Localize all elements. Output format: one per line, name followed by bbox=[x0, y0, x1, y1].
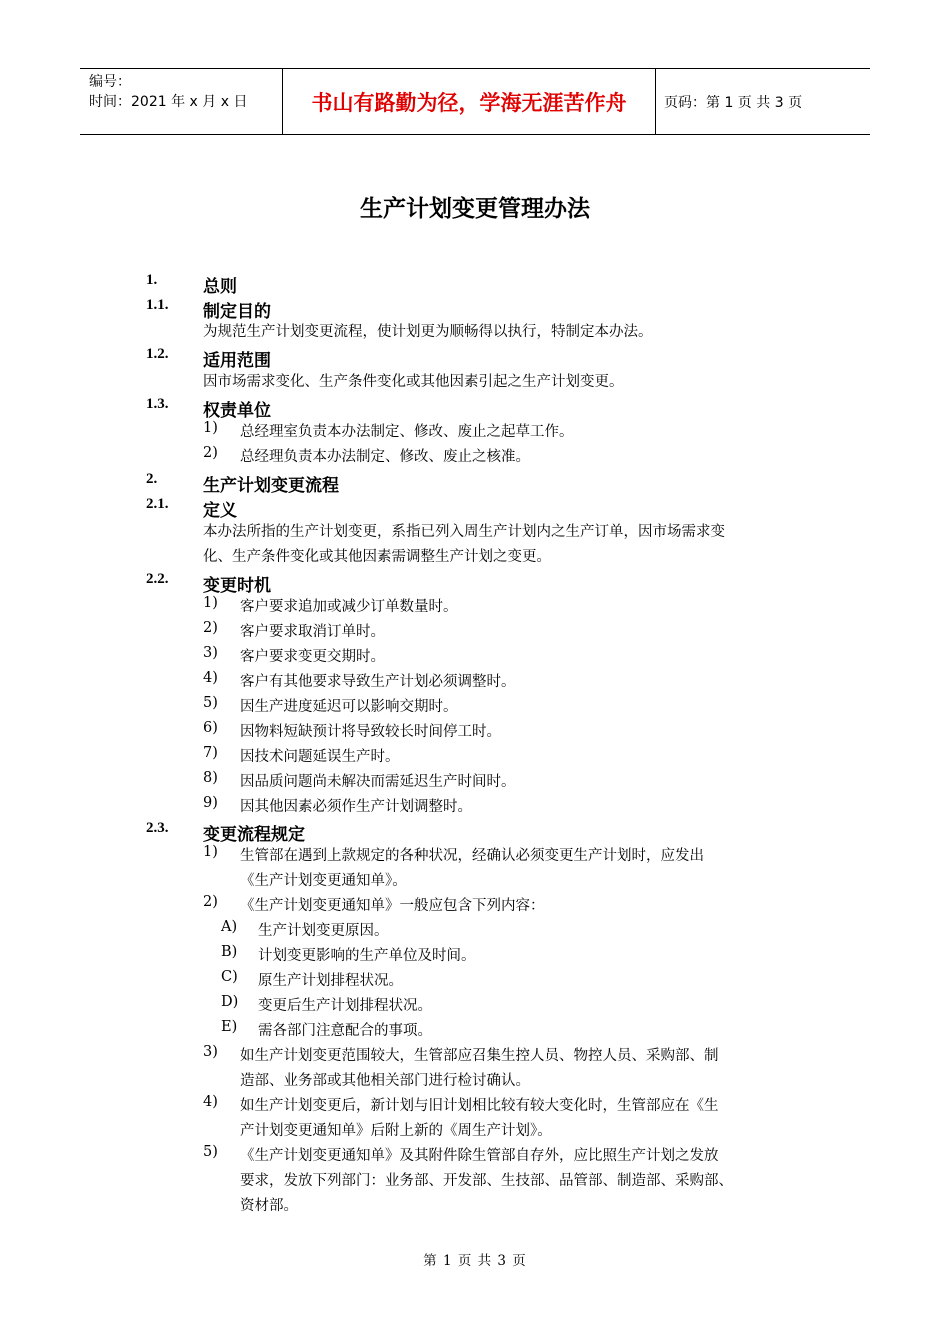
sub-list-text: 需各部门注意配合的事项。 bbox=[258, 1023, 432, 1039]
list-text: 客户有其他要求导致生产计划必须调整时。 bbox=[240, 674, 516, 690]
list-number: 6) bbox=[203, 720, 218, 736]
list-text: 《生产计划变更通知单》。 bbox=[240, 873, 407, 889]
paragraph-line: 本办法所指的生产计划变更，系指已列入周生产计划内之生产订单，因市场需求变 bbox=[203, 524, 725, 540]
list-number: 2) bbox=[203, 620, 218, 636]
section-title: 生产计划变更流程 bbox=[203, 476, 339, 496]
header-meta bbox=[80, 69, 283, 134]
list-text: 《生产计划变更通知单》一般应包含下列内容： bbox=[240, 898, 545, 914]
section-title: 变更流程规定 bbox=[203, 825, 305, 845]
list-number: 2) bbox=[203, 894, 218, 910]
number-label: 编号： bbox=[89, 74, 131, 90]
list-text: 因生产进度延迟可以影响交期时。 bbox=[240, 699, 458, 715]
list-number: 3) bbox=[203, 1044, 218, 1060]
section-number: 2.3. bbox=[146, 820, 169, 836]
list-text: 生管部在遇到上款规定的各种状况，经确认必须变更生产计划时，应发出 bbox=[240, 848, 704, 864]
list-number: 1) bbox=[203, 844, 218, 860]
list-text: 客户要求取消订单时。 bbox=[240, 624, 385, 640]
section-number: 2.2. bbox=[146, 571, 169, 587]
list-number: 3) bbox=[203, 645, 218, 661]
sub-list-letter: D) bbox=[221, 994, 239, 1010]
list-text: 产计划变更通知单》后附上新的《周生产计划》。 bbox=[240, 1123, 552, 1139]
sub-list-letter: B) bbox=[221, 944, 238, 960]
section-number: 1.2. bbox=[146, 346, 169, 362]
section-title: 总则 bbox=[203, 277, 237, 297]
list-text: 因其他因素必须作生产计划调整时。 bbox=[240, 799, 472, 815]
sub-list-letter: C) bbox=[221, 969, 238, 985]
list-number: 7) bbox=[203, 745, 218, 761]
list-text: 因技术问题延误生产时。 bbox=[240, 749, 400, 765]
list-number: 1) bbox=[203, 595, 218, 611]
date-line: 时间：2021 年 x 月 x 日 bbox=[89, 94, 248, 110]
list-text: 如生产计划变更范围较大，生管部应召集生控人员、物控人员、采购部、制 bbox=[240, 1048, 719, 1064]
paragraph-text: 为规范生产计划变更流程，使计划更为顺畅得以执行，特制定本办法。 bbox=[203, 324, 653, 340]
header-page-info: 页码：第 1 页 共 3 页 bbox=[664, 94, 803, 111]
document-title: 生产计划变更管理办法 bbox=[360, 196, 590, 222]
list-text: 要求，发放下列部门：业务部、开发部、生技部、品管部、制造部、采购部、 bbox=[240, 1173, 733, 1189]
list-text: 因品质问题尚未解决而需延迟生产时间时。 bbox=[240, 774, 516, 790]
paragraph-text: 因市场需求变化、生产条件变化或其他因素引起之生产计划变更。 bbox=[203, 374, 624, 390]
section-title: 定义 bbox=[203, 501, 237, 521]
sub-list-text: 变更后生产计划排程状况。 bbox=[258, 998, 432, 1014]
section-number: 1.1. bbox=[146, 297, 169, 313]
list-text: 如生产计划变更后，新计划与旧计划相比较有较大变化时，生管部应在《生 bbox=[240, 1098, 719, 1114]
sub-list-letter: E) bbox=[221, 1019, 238, 1035]
list-number: 9) bbox=[203, 795, 218, 811]
list-text: 造部、业务部或其他相关部门进行检讨确认。 bbox=[240, 1073, 530, 1089]
header-motto: 书山有路勤为径，学海无涯苦作舟 bbox=[283, 69, 656, 134]
list-number: 4) bbox=[203, 1094, 218, 1110]
section-number: 1. bbox=[146, 272, 158, 288]
list-number: 4) bbox=[203, 670, 218, 686]
paragraph-line: 化、生产条件变化或其他因素需调整生产计划之变更。 bbox=[203, 549, 551, 565]
section-title: 变更时机 bbox=[203, 576, 271, 596]
page-footer: 第 1 页 共 3 页 bbox=[423, 1253, 527, 1269]
list-text: 因物料短缺预计将导致较长时间停工时。 bbox=[240, 724, 501, 740]
list-text: 总经理室负责本办法制定、修改、废止之起草工作。 bbox=[240, 424, 574, 440]
sub-list-text: 生产计划变更原因。 bbox=[258, 923, 389, 939]
section-title: 适用范围 bbox=[203, 351, 271, 371]
list-text: 客户要求追加或减少订单数量时。 bbox=[240, 599, 458, 615]
page-header bbox=[80, 68, 870, 135]
list-number: 8) bbox=[203, 770, 218, 786]
section-title: 制定目的 bbox=[203, 302, 271, 322]
list-text: 客户要求变更交期时。 bbox=[240, 649, 385, 665]
list-number: 5) bbox=[203, 695, 218, 711]
sub-list-text: 原生产计划排程状况。 bbox=[258, 973, 403, 989]
section-number: 2. bbox=[146, 471, 158, 487]
list-number: 1) bbox=[203, 420, 218, 436]
list-number: 5) bbox=[203, 1144, 218, 1160]
list-number: 2) bbox=[203, 445, 218, 461]
section-number: 2.1. bbox=[146, 496, 169, 512]
section-title: 权责单位 bbox=[203, 401, 271, 421]
section-number: 1.3. bbox=[146, 396, 169, 412]
sub-list-text: 计划变更影响的生产单位及时间。 bbox=[258, 948, 476, 964]
list-text: 总经理负责本办法制定、修改、废止之核准。 bbox=[240, 449, 530, 465]
list-text: 资材部。 bbox=[240, 1198, 298, 1214]
sub-list-letter: A) bbox=[221, 919, 238, 935]
list-text: 《生产计划变更通知单》及其附件除生管部自存外，应比照生产计划之发放 bbox=[240, 1148, 719, 1164]
